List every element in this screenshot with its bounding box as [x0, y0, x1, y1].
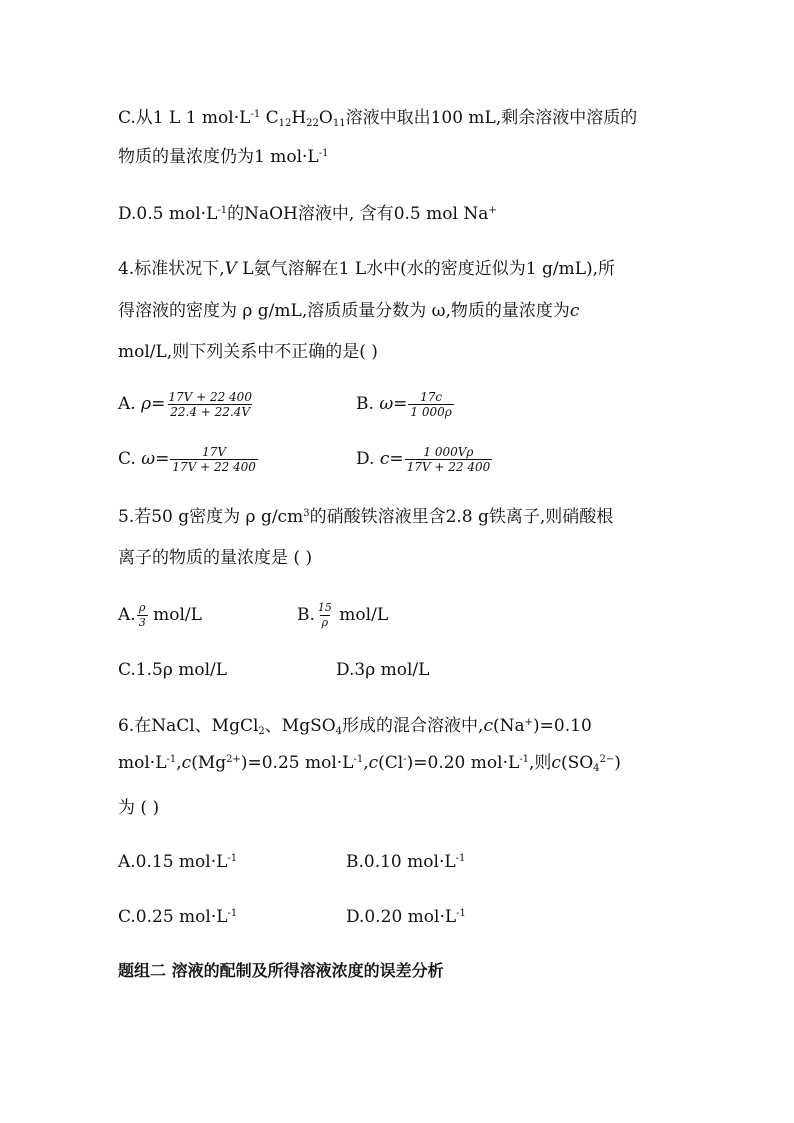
option-label: C.: [118, 449, 136, 469]
formula-lhs: ω=: [379, 394, 408, 414]
q4-option-c[interactable]: [118, 445, 258, 474]
q3-option-c-line2: [118, 146, 328, 168]
text: 的NaOH溶液中, 含有0.5 mol Na: [227, 204, 489, 224]
text: mol/L,则下列关系中不正确的是( ): [118, 342, 378, 362]
q4-stem-line3: [118, 341, 378, 363]
text: (Mg: [191, 753, 227, 773]
fraction: [408, 390, 453, 419]
subscript: 4: [335, 726, 343, 737]
text: (Cl: [378, 753, 404, 773]
q6-option-b[interactable]: [346, 851, 465, 873]
superscript: -: [403, 754, 407, 765]
numerator: 17V: [202, 445, 227, 459]
denominator: 1 000ρ: [410, 405, 452, 419]
subscript: 12: [278, 118, 292, 129]
numerator: 1 000Vρ: [423, 445, 474, 459]
text: 5.若50 g密度为 ρ g/cm: [118, 507, 304, 527]
text: ): [614, 753, 621, 773]
numerator: 15: [317, 601, 332, 614]
denominator: 17V + 22 400: [406, 460, 491, 474]
fraction: [316, 601, 334, 630]
text: mol·L: [118, 753, 167, 773]
variable: c: [483, 716, 493, 736]
fraction: [170, 445, 258, 474]
q5-option-c[interactable]: [118, 659, 227, 681]
formula-lhs: ω=: [141, 449, 170, 469]
text: )=0.25 mol·L: [240, 753, 354, 773]
numerator: 17V + 22 400: [168, 390, 252, 404]
q4-stem-line1: [118, 258, 615, 280]
numerator: ρ: [138, 601, 146, 614]
unit: mol/L: [147, 605, 202, 625]
text: C.从1 L 1 mol·L: [118, 108, 251, 128]
text: 为 ( ): [118, 798, 160, 818]
q5-option-d[interactable]: [336, 659, 429, 681]
q3-option-c-line1: [118, 107, 637, 129]
text: (SO: [560, 753, 594, 773]
option-text: C.1.5ρ mol/L: [118, 660, 228, 680]
section-title: 题组二 溶液的配制及所得溶液浓度的误差分析: [118, 961, 444, 980]
text: ,则: [529, 753, 552, 773]
subscript: 11: [332, 118, 346, 129]
formula-lhs: c=: [379, 449, 404, 469]
text: D.0.5 mol·L: [118, 204, 218, 224]
q3-option-d: [118, 203, 497, 225]
text: ,: [363, 753, 369, 773]
q5-stem-line2: [118, 547, 312, 569]
text: H: [291, 108, 307, 128]
superscript: +: [524, 717, 534, 728]
numerator: 17c: [420, 390, 443, 404]
q4-option-b[interactable]: [356, 390, 454, 419]
superscript: 2+: [226, 754, 241, 765]
text: (Na: [492, 716, 525, 736]
variable: c: [181, 753, 192, 773]
text: 6.在NaCl、MgCl: [118, 716, 259, 736]
superscript: -1: [519, 754, 530, 765]
fraction: [405, 445, 493, 474]
q5-option-a[interactable]: [118, 601, 202, 630]
q6-stem-line1: [118, 715, 592, 737]
text: 得溶液的密度为 ρ g/mL,溶质质量分数为 ω,物质的量浓度为: [118, 301, 570, 321]
option-text: C.0.25 mol·L: [118, 907, 228, 927]
option-label: B.: [356, 394, 374, 414]
q4-stem-line2: [118, 300, 579, 322]
superscript: 2−: [599, 754, 615, 765]
text: 离子的物质的量浓度是 ( ): [118, 548, 313, 568]
fraction: [137, 601, 148, 630]
superscript: -1: [456, 908, 466, 919]
text: 溶液中取出100 mL,剩余溶液中溶质的: [345, 108, 638, 128]
text: C: [260, 108, 279, 128]
text: L氨气溶解在1 L水中(水的密度近似为1 g/mL),所: [236, 259, 616, 279]
text: O: [318, 108, 333, 128]
superscript: -1: [455, 853, 466, 864]
denominator: 17V + 22 400: [172, 460, 256, 474]
text: 形成的混合溶液中,: [342, 716, 484, 736]
variable: c: [569, 301, 580, 321]
text: )=0.10: [533, 716, 592, 736]
option-text: D.3ρ mol/L: [336, 660, 430, 680]
text: )=0.20 mol·L: [406, 753, 520, 773]
q6-option-c[interactable]: [118, 906, 237, 928]
superscript: -1: [250, 109, 261, 120]
denominator: 3: [138, 616, 146, 629]
q5-option-b[interactable]: [297, 601, 388, 630]
q6-option-d[interactable]: [346, 906, 466, 928]
section-heading: [118, 960, 444, 982]
superscript: -1: [227, 908, 238, 919]
denominator: ρ: [321, 616, 329, 629]
option-label: B.: [297, 605, 315, 625]
formula-lhs: ρ=: [141, 394, 166, 414]
superscript: -1: [318, 148, 329, 159]
unit: mol/L: [333, 605, 389, 625]
superscript: 3: [303, 508, 310, 519]
superscript: -1: [227, 853, 238, 864]
superscript: +: [488, 205, 497, 216]
subscript: 4: [593, 763, 600, 774]
denominator: 22.4 + 22.4V: [170, 405, 251, 419]
superscript: -1: [353, 754, 364, 765]
subscript: 22: [306, 118, 319, 129]
q6-stem-line3: [118, 797, 159, 819]
text: ,: [176, 753, 182, 773]
text: 的硝酸铁溶液里含2.8 g铁离子,则硝酸根: [309, 507, 614, 527]
q6-option-a[interactable]: [118, 851, 237, 873]
variable: V: [224, 259, 237, 279]
superscript: -1: [217, 205, 228, 216]
option-label: A.: [118, 605, 136, 625]
q4-option-a[interactable]: [118, 390, 254, 419]
option-label: A.: [118, 394, 136, 414]
option-label: D.: [356, 449, 375, 469]
text: 4.标准状况下,: [118, 259, 225, 279]
q4-option-d[interactable]: [356, 445, 492, 474]
q5-stem-line1: [118, 506, 613, 528]
option-text: B.0.10 mol·L: [346, 852, 456, 872]
option-text: D.0.20 mol·L: [346, 907, 457, 927]
fraction: [166, 390, 254, 419]
text: 物质的量浓度仍为1 mol·L: [118, 147, 319, 167]
text: 、MgSO: [264, 716, 336, 736]
subscript: 2: [258, 726, 265, 737]
variable: c: [551, 753, 561, 773]
variable: c: [368, 753, 379, 773]
option-text: A.0.15 mol·L: [118, 852, 228, 872]
q6-stem-line2: [118, 752, 621, 774]
superscript: -1: [166, 754, 177, 765]
